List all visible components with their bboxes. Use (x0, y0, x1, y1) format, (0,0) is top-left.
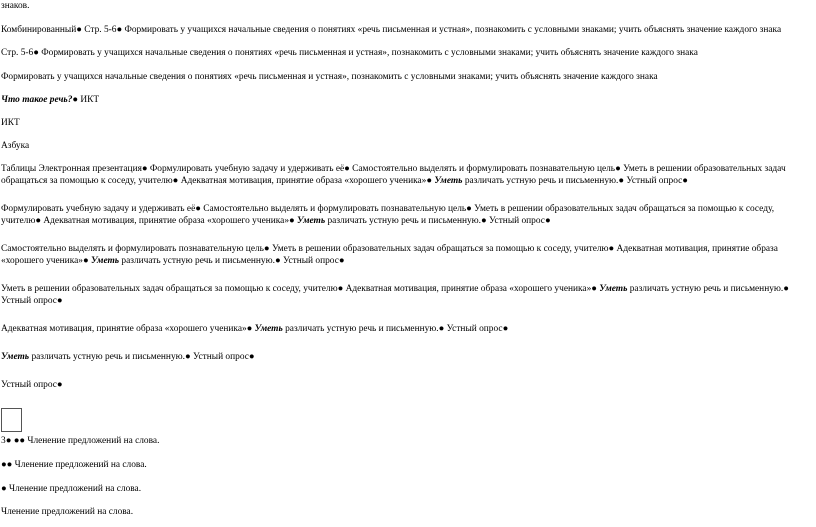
text-line (1, 94, 813, 106)
text-span: различать устную речь и письменную.● Устный опрос● (1, 284, 789, 306)
text-paragraph (1, 283, 813, 307)
bold-italic-word: Уметь (254, 324, 283, 334)
text-span: различать устную речь и письменную.● Устный опрос● (462, 176, 688, 186)
text-line: Комбинированный● Стр. 5-6● Формировать у учащихся начальные сведения о понятиях «речь письменная и устная», познакомить с условными знаками; учить объяснять значение каждого знака (1, 25, 782, 35)
text-paragraph (1, 163, 813, 187)
text-line: ИКТ (1, 118, 20, 128)
text-span: Таблицы Электронная презентация● Формулировать учебную задачу и удерживать её● Самостоятельно выделять и формулировать познавательную цель● Уметь в решении образовательных задач обращаться за помощью к соседу, учителю● Адекватная мотивация, принятие образа «хорошего ученика»● (1, 164, 786, 186)
bold-italic-word: Уметь (599, 284, 628, 294)
bold-italic-word: Уметь (90, 256, 120, 266)
text-paragraph (1, 203, 813, 227)
text-span: Самостоятельно выделять и формулировать познавательную цель● Уметь в решении образовательных задач обращаться за помощью к соседу, учителю● Адекватная мотивация, принятие образа «хорошего ученика»● (1, 244, 778, 266)
text-line: Формировать у учащихся начальные сведения о понятиях «речь письменная и устная», познакомить с условными знаками; учить объяснять значение каждого знака (1, 72, 658, 82)
empty-image-placeholder (1, 408, 22, 432)
text-span: различать устную речь и письменную.● Устный опрос● (325, 216, 551, 226)
bold-italic-word: Уметь (1, 352, 30, 362)
text-line (1, 351, 813, 363)
text-line: Стр. 5-6● Формировать у учащихся начальные сведения о понятиях «речь письменная и устная», познакомить с условными знаками; учить объяснять значение каждого знака (1, 48, 698, 58)
bold-italic-word: Уметь (297, 216, 326, 226)
text-span: различать устную речь и письменную.● Устный опрос● (119, 256, 345, 266)
text-line: Членение предложений на слова. (1, 507, 134, 517)
text-span: Формулировать учебную задачу и удерживать её● Самостоятельно выделять и формулировать познавательную цель● Уметь в решении образовательных задач обращаться за помощью к соседу, учителю● Адекватная мотивация, принятие образа «хорошего ученика»● (1, 204, 775, 226)
text-line: знаков. (1, 1, 30, 11)
text-span: различать устную речь и письменную.● Устный опрос● (282, 324, 509, 334)
bold-italic-heading: Что такое речь? (1, 95, 73, 105)
text-paragraph (1, 243, 813, 267)
text-span: ● ИКТ (72, 95, 100, 105)
text-span: Уметь в решении образовательных задач обращаться за помощью к соседу, учителю● Адекватная мотивация, принятие образа «хорошего ученика»● (1, 284, 600, 294)
text-span: различать устную речь и письменную.● Устный опрос● (29, 352, 255, 362)
text-line: Устный опрос● (1, 380, 63, 390)
text-line: ● Членение предложений на слова. (1, 484, 142, 494)
bold-italic-word: Уметь (434, 176, 463, 186)
text-span: Адекватная мотивация, принятие образа «хорошего ученика»● (1, 324, 255, 334)
text-line: ●● Членение предложений на слова. (1, 460, 147, 470)
text-line: 3● ●● Членение предложений на слова. (1, 436, 160, 446)
text-line: Азбука (1, 141, 30, 151)
text-line (1, 323, 813, 335)
